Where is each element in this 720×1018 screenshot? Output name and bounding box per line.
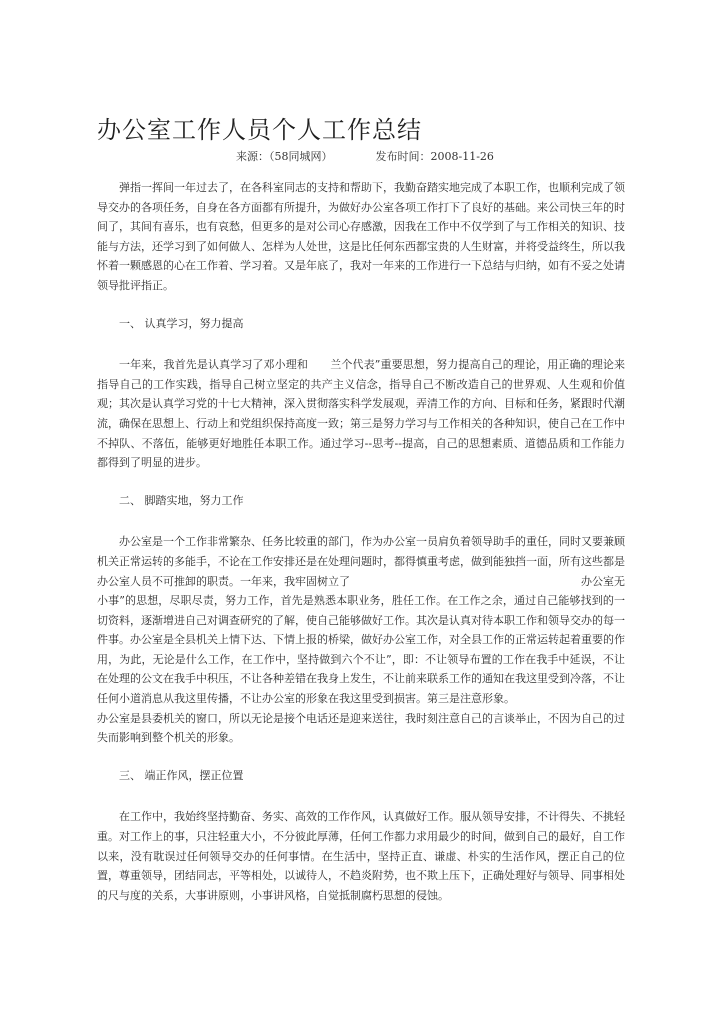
section-2-paragraph-2: 办公室是县委机关的窗口，所以无论是接个电话还是迎来送往，我时刻注意自己的言谈举止，不因为自己的过失而影响到整个机关的形象。	[97, 711, 625, 745]
page-title: 办公室工作人员个人工作总结	[97, 116, 422, 144]
spacer	[97, 333, 625, 355]
spacer	[97, 473, 625, 491]
article-meta	[236, 148, 494, 164]
article-body	[97, 178, 625, 905]
section-heading-2: 二、 脚踏实地，努力工作	[119, 493, 244, 507]
section-3-paragraph: 在工作中，我始终坚持勤奋、务实、高效的工作作风，认真做好工作。服从领导安排，不计得失、不挑轻重。对工作上的事，只注轻重大小，不分彼此厚薄，任何工作都力求用最少的时间，做到自己的最好，自工作以来，没有耽误过任何领导交办的任何事情。在生活中，坚持正直、谦虚、朴实的生活作风，摆正自己的位置，尊重领导，团结同志，平等相处，以诚待人，不趋炎附势，也不欺上压下，正确处理好与领导、同事相处的尺与度的关系，大事讲原则，小事讲风格，自觉抵制腐朽思想的侵蚀。	[97, 810, 625, 902]
section-heading-3: 三、 端正作风，摆正位置	[119, 768, 244, 782]
source-label: 来源：（58同城网）	[236, 150, 333, 163]
section-2-paragraph: 办公室是一个工作非常繁杂、任务比较重的部门，作为办公室一员肩负着领导助手的重任，同时又要兼顾机关正常运转的多能手，不论在工作安排还是在处理问题时，都得慎重考虑，做到能独挡一面，所有这些都是办公室人员不可推卸的职责。一年来，我牢固树立了 办公室无小事”的思想，尽职尽责，努力工作，首先是熟悉本职业务，胜任工作。在工作之余，通过自己能够找到的一切资料，逐渐增进自己对调查研究的了解，使自己能够做好工作。其次是认真对待本职工作和领导交办的每一件事。办公室是全县机关上情下达、下情上报的桥梁，做好办公室工作，对全县工作的正常运转起着重要的作用，为此，无论是什么工作，在工作中，坚持做到六个不让”，即：不让领导布置的工作在我手中延误，不让在处理的公文在我手中积压，不让各种差错在我身上发生，不让前来联系工作的通知在我这里受到冷落，不让任何小道消息从我这里传播，不让办公室的形象在我这里受到损害。第三是注意形象。	[97, 535, 625, 706]
spacer	[97, 296, 625, 314]
section-1-paragraph: 一年来，我首先是认真学习了邓小理和 兰个代表”重要思想，努力提高自己的理论，用正确的理论来指导自己的工作实践，指导自己树立坚定的共产主义信念，指导自己不断改造自己的世界观、人生观和价值观；其次是认真学习党的十七大精神，深入贯彻落实科学发展观，弄清工作的方向、目标和任务，紧跟时代潮流，确保在思想上、行动上和党组织保持高度一致；第三是努力学习与工作相关的各种知识，使自己在工作中不掉队、不落伍，能够更好地胜任本职工作。通过学习--思考--提高，自己的思想素质、道德品质和工作能力都得到了明显的进步。	[97, 358, 625, 470]
spacer	[97, 748, 625, 766]
spacer	[97, 785, 625, 807]
section-heading-1: 一、 认真学习，努力提高	[119, 316, 244, 330]
spacer	[97, 510, 625, 532]
date-label: 发布时间：2008-11-26	[375, 150, 494, 163]
intro-paragraph: 弹指一挥间一年过去了，在各科室同志的支持和帮助下，我勤奋踏实地完成了本职工作，也顺利完成了领导交办的各项任务，自身在各方面都有所提升，为做好办公室各项工作打下了良好的基础。来公司快三年的时间了，其间有喜乐，也有哀愁，但更多的是对公司心存感激，因我在工作中不仅学到了与工作相关的知识、技能与方法，还学习到了如何做人、怎样为人处世，这是比任何东西都宝贵的人生财富，并将受益终生，所以我怀着一颗感恩的心在工作着、学习着。又是年底了，我对一年来的工作进行一下总结与归纳，如有不妥之处请领导批评指正。	[97, 181, 625, 292]
